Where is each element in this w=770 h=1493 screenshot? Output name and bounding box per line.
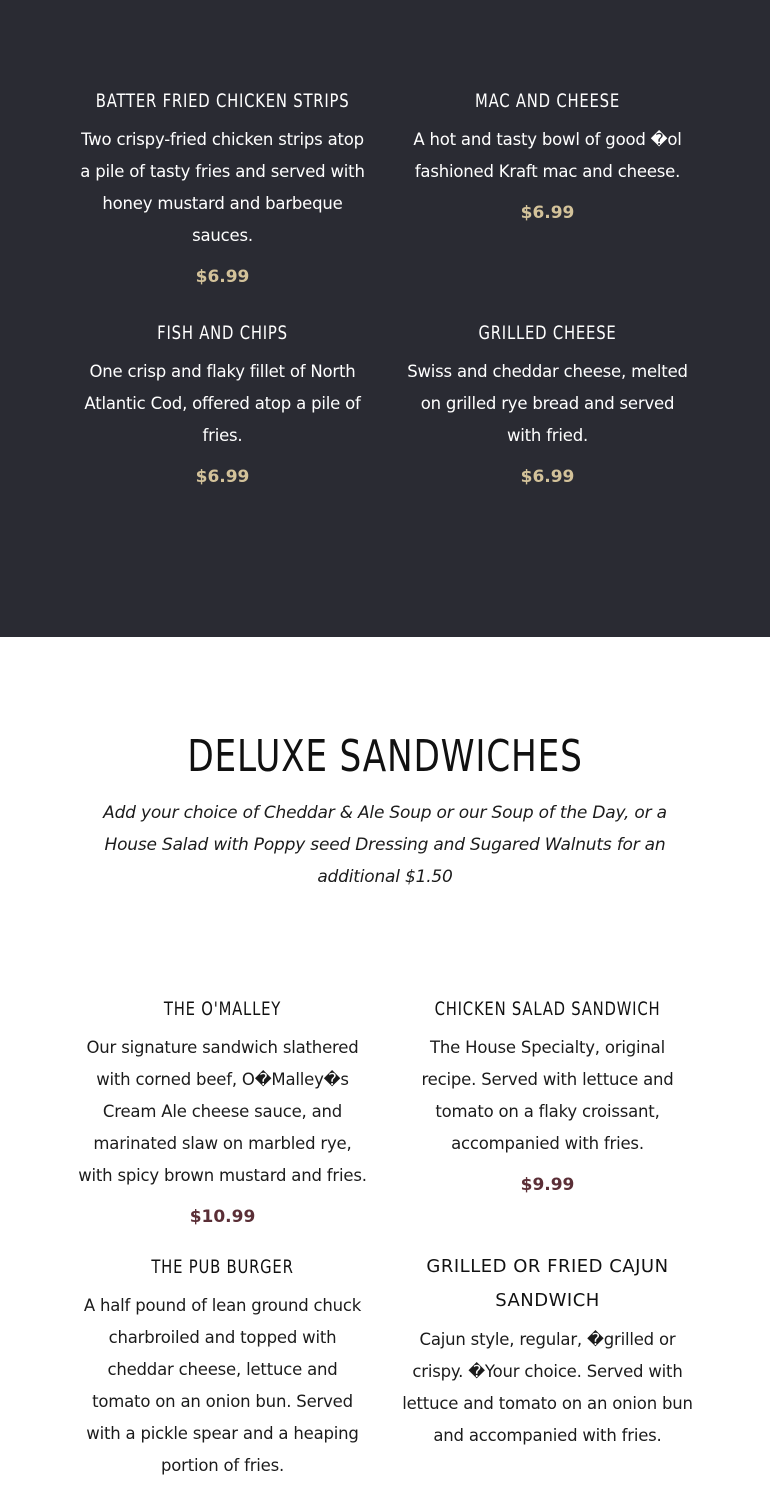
menu-item: [60, 992, 385, 1230]
menu-item: [385, 1250, 710, 1482]
section-title: DELUXE SANDWICHES: [187, 731, 583, 782]
menu-item: [60, 316, 385, 490]
item-price: $6.99: [520, 203, 575, 223]
section-subtitle: Add your choice of Cheddar & Ale Soup or our Soup of the Day, or a House Salad with Poppy seed Dressing and Sugared Walnuts for an additional $1.50: [103, 803, 667, 887]
item-name: CHICKEN SALAD SANDWICH: [434, 998, 661, 1020]
menu-item: [385, 84, 710, 290]
item-description: A hot and tasty bowl of good �ol fashioned Kraft mac and cheese.: [413, 130, 682, 181]
item-price: $6.99: [195, 467, 250, 487]
item-description: A half pound of lean ground chuck charbroiled and topped with cheddar cheese, lettuce and tomato on an onion bun. Served with a pickle spear and a heaping portion of fries.: [83, 1296, 362, 1475]
item-description: Two crispy-fried chicken strips atop a pile of tasty fries and served with honey mustard and barbeque sauces.: [80, 130, 365, 245]
menu-grid: [60, 992, 710, 1482]
item-description: Swiss and cheddar cheese, melted on grilled rye bread and served with fried.: [407, 362, 688, 445]
menu-item: [60, 84, 385, 290]
menu-item: [385, 992, 710, 1230]
item-name: GRILLED OR FRIED CAJUN SANDWICH: [426, 1256, 669, 1311]
item-price: $6.99: [195, 267, 250, 287]
menu-item: [60, 1250, 385, 1482]
menu-grid: [60, 84, 710, 490]
item-description: Our signature sandwich slathered with corned beef, O�Malley�s Cream Ale cheese sauce, and marinated slaw on marbled rye, with spicy brown mustard and fries.: [78, 1038, 367, 1185]
item-description: The House Specialty, original recipe. Served with lettuce and tomato on a flaky croissant, accompanied with fries.: [421, 1038, 674, 1153]
item-name: FISH AND CHIPS: [157, 322, 288, 344]
item-description: Cajun style, regular, �grilled or crispy. �Your choice. Served with lettuce and tomato on an onion bun and accompanied with fries.: [402, 1330, 693, 1445]
kids-menu-section: [0, 0, 770, 637]
item-name: THE PUB BURGER: [151, 1256, 294, 1278]
item-name: THE O'MALLEY: [163, 998, 282, 1020]
item-name: GRILLED CHEESE: [478, 322, 617, 344]
item-price: $6.99: [520, 467, 575, 487]
item-name: BATTER FRIED CHICKEN STRIPS: [95, 90, 350, 112]
menu-item: [385, 316, 710, 490]
item-price: $9.99: [520, 1175, 575, 1195]
item-price: $10.99: [189, 1207, 256, 1227]
item-description: One crisp and flaky fillet of North Atlantic Cod, offered atop a pile of fries.: [84, 362, 361, 445]
item-name: MAC AND CHEESE: [475, 90, 620, 112]
